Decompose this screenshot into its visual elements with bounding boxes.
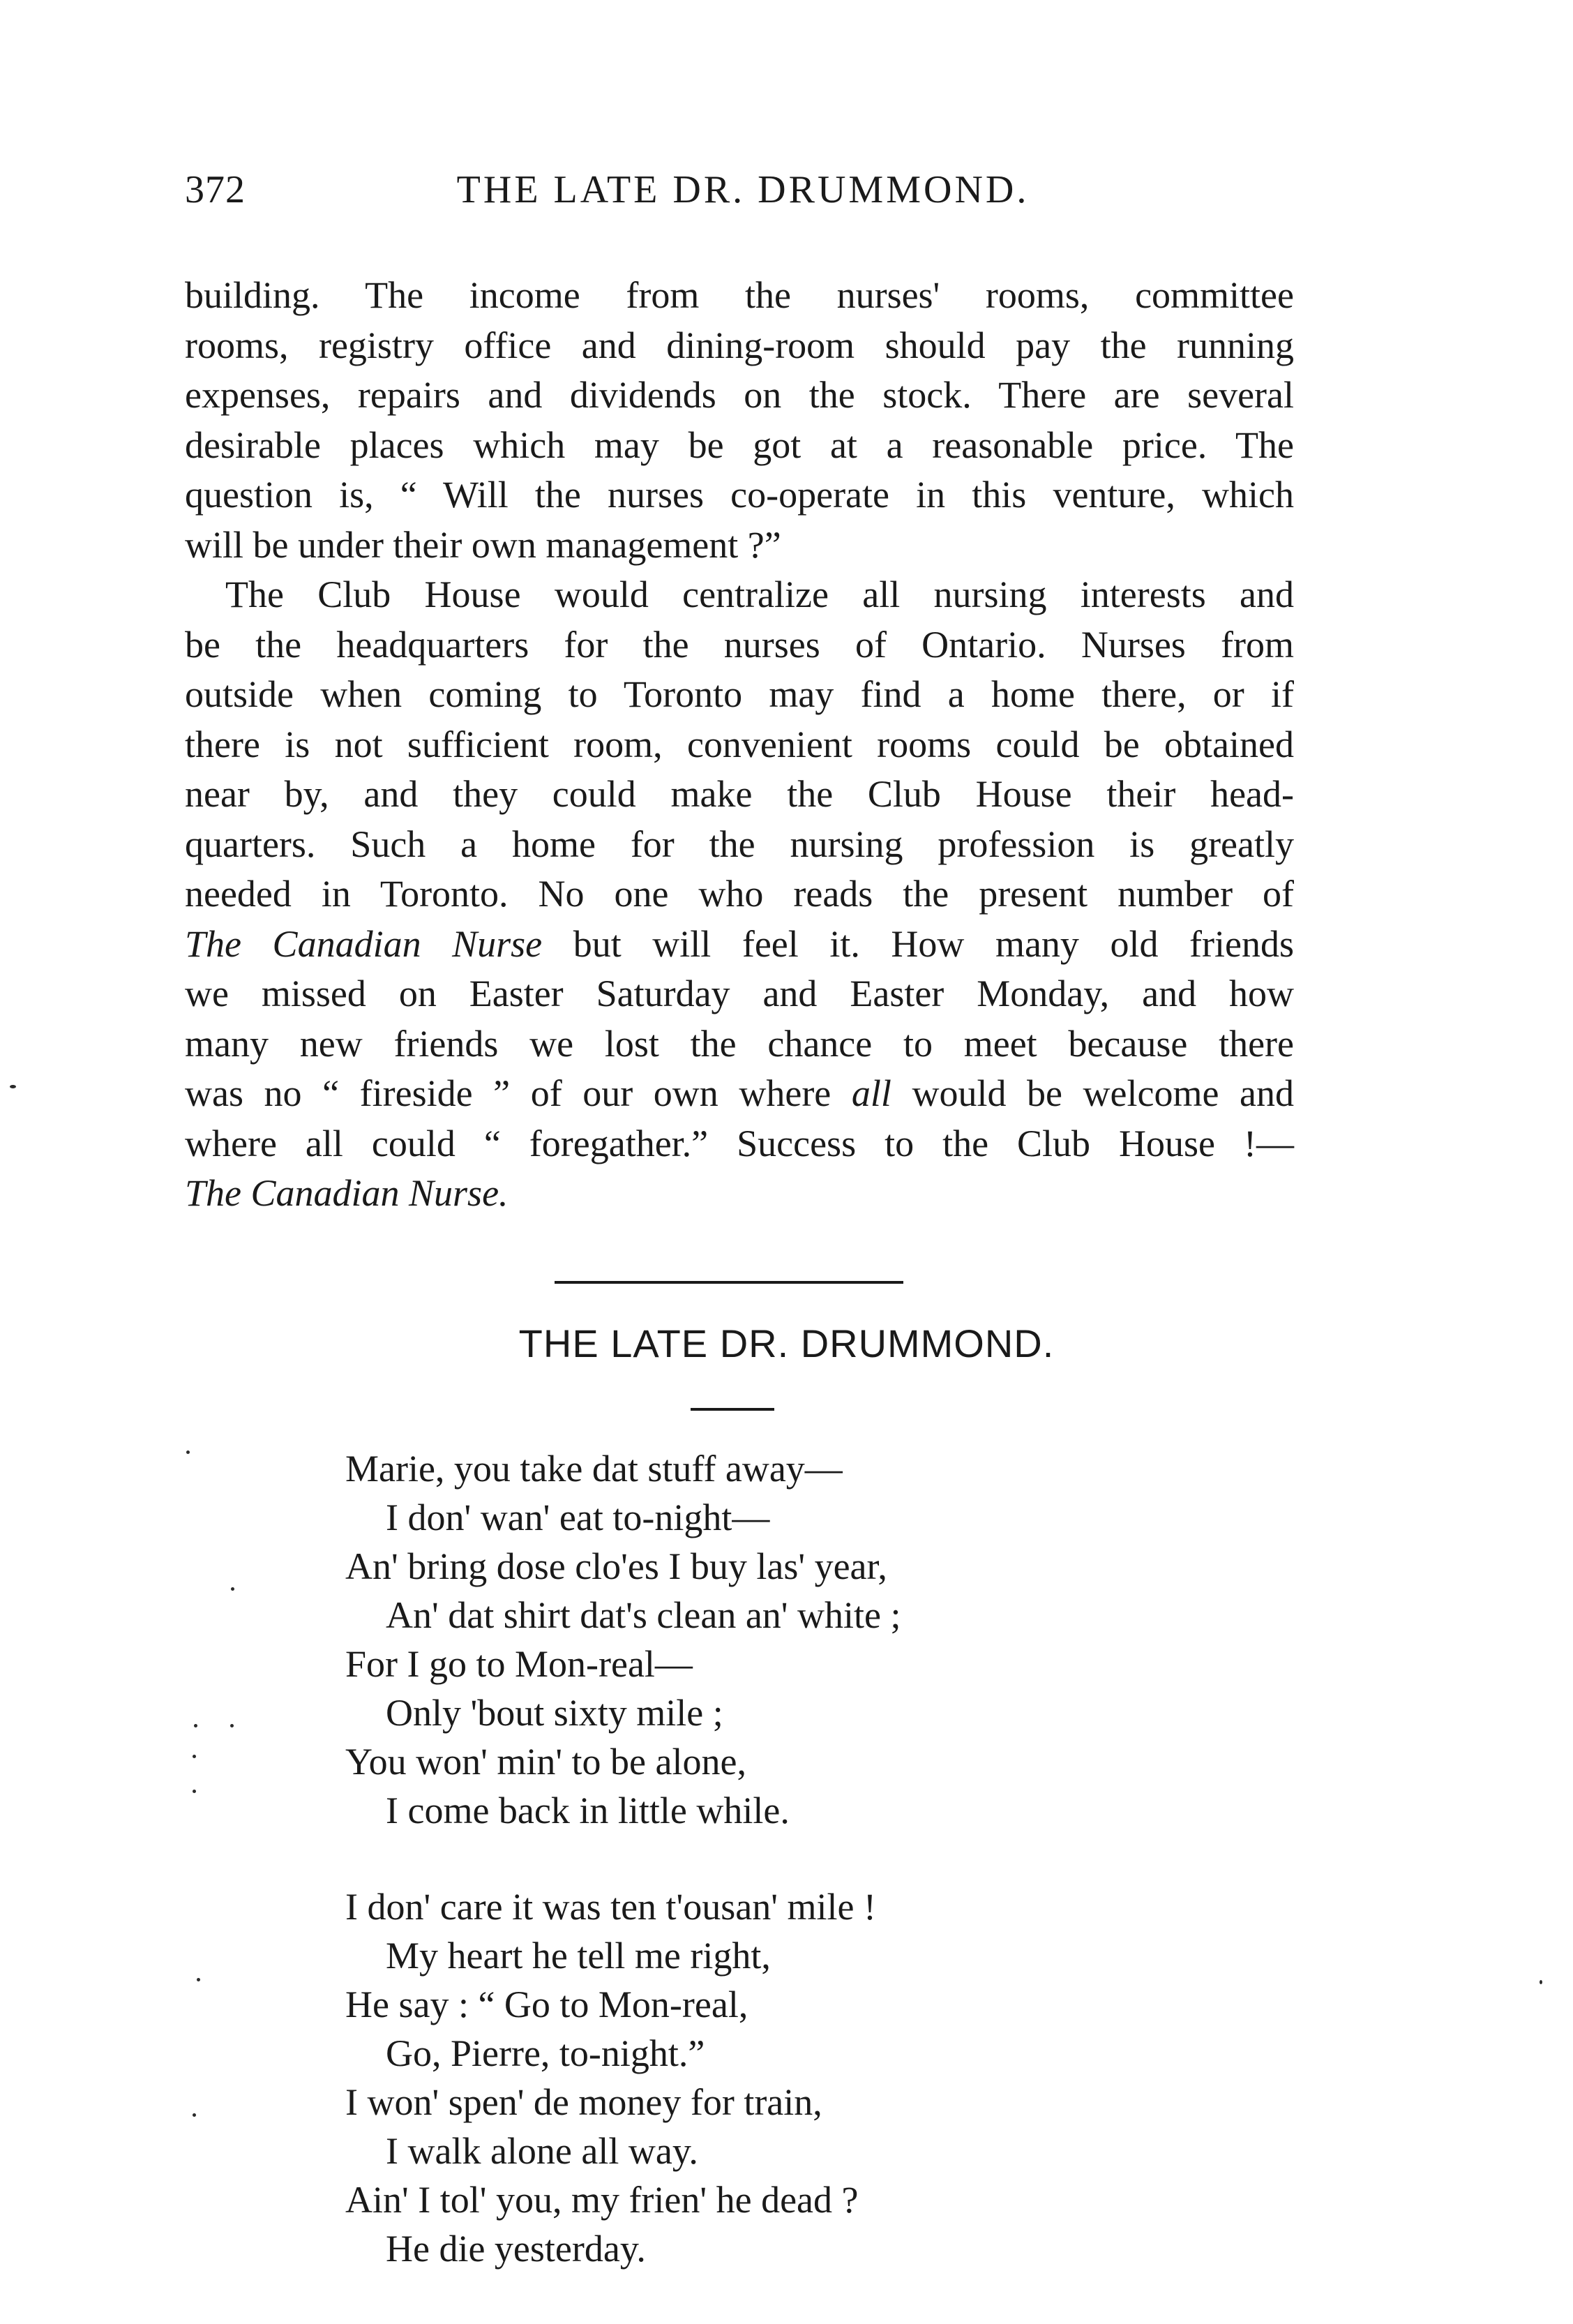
verse-line: My heart he tell me right, bbox=[386, 1935, 771, 1977]
verse-line: You won' min' to be alone, bbox=[345, 1741, 746, 1783]
text-line: The Club House would centralize all nursing interests and bbox=[225, 573, 1294, 615]
poem-title: THE LATE DR. DRUMMOND. bbox=[518, 1321, 1055, 1365]
text-line: needed in Toronto. No one who reads the present number of bbox=[185, 873, 1294, 915]
text-line: quarters. Such a home for the nursing profession is greatly bbox=[185, 823, 1294, 865]
text-line bbox=[185, 920, 1294, 970]
publication-title: The Canadian Nurse bbox=[185, 922, 543, 965]
text-line: near by, and they could make the Club House their head- bbox=[185, 773, 1294, 815]
title-rule bbox=[691, 1408, 774, 1411]
verse-line: Ain' I tol' you, my frien' he dead ? bbox=[345, 2179, 859, 2221]
page-header bbox=[185, 167, 1301, 230]
text-line: rooms, registry office and dining-room should pay the running bbox=[185, 324, 1294, 366]
scan-speck bbox=[186, 1450, 190, 1454]
scan-speck bbox=[1540, 1980, 1542, 1984]
scan-speck bbox=[194, 1724, 197, 1727]
verse-line: I don' wan' eat to-night— bbox=[386, 1497, 770, 1538]
text-line: outside when coming to Toronto may find a home there, or if bbox=[185, 673, 1294, 715]
text-line: desirable places which may be got at a reasonable price. The bbox=[185, 423, 1294, 466]
paragraph-1 bbox=[185, 271, 1294, 570]
text-line: many new friends we lost the chance to meet because there bbox=[185, 1022, 1294, 1065]
text-line: question is, “ Will the nurses co-operate in this venture, which bbox=[185, 474, 1294, 516]
stanza-2 bbox=[345, 1882, 1322, 2273]
text-line: where all could “ foregather.” Success to the Club House !— bbox=[185, 1122, 1294, 1164]
stanza-1 bbox=[345, 1444, 1322, 1835]
running-head: THE LATE DR. DRUMMOND. bbox=[456, 168, 1030, 211]
scan-speck bbox=[231, 1587, 234, 1591]
text-line bbox=[185, 1169, 1294, 1219]
scan-speck bbox=[193, 2113, 196, 2117]
text-line: will be under their own management ?” bbox=[185, 523, 781, 566]
scan-speck bbox=[230, 1724, 234, 1727]
text-line: building. The income from the nurses' rooms, committee bbox=[185, 274, 1294, 316]
verse-line: Go, Pierre, to-night.” bbox=[386, 2032, 705, 2074]
text-run: was no “ fireside ” of our own where bbox=[185, 1072, 852, 1114]
text-line: be the headquarters for the nurses of Ontario. Nurses from bbox=[185, 623, 1294, 666]
verse-line: For I go to Mon-real— bbox=[345, 1643, 693, 1685]
page-number: 372 bbox=[185, 168, 246, 211]
verse-line: I won' spen' de money for train, bbox=[345, 2081, 822, 2123]
text-line: we missed on Easter Saturday and Easter Monday, and how bbox=[185, 973, 1294, 1014]
verse-line: An' bring dose clo'es I buy las' year, bbox=[345, 1545, 887, 1587]
scan-speck bbox=[197, 1978, 200, 1981]
article-text bbox=[185, 271, 1294, 1219]
scan-speck bbox=[193, 1755, 196, 1758]
emphasis: all bbox=[851, 1072, 891, 1114]
paragraph-2 bbox=[185, 570, 1294, 1219]
verse-line: Only 'bout sixty mile ; bbox=[386, 1692, 723, 1734]
verse-line: He say : “ Go to Mon-real, bbox=[345, 1984, 748, 2025]
verse-line: He die yesterday. bbox=[386, 2228, 646, 2270]
text-line: there is not sufficient room, convenient rooms could be obtained bbox=[185, 723, 1294, 765]
section-divider bbox=[555, 1281, 903, 1284]
scan-speck bbox=[193, 1790, 196, 1793]
scan-speck bbox=[10, 1085, 16, 1088]
verse-line: I walk alone all way. bbox=[386, 2130, 698, 2172]
text-run: but will feel it. How many old friends bbox=[542, 922, 1294, 965]
publication-title: The Canadian Nurse. bbox=[185, 1172, 509, 1214]
verse-line: Marie, you take dat stuff away— bbox=[345, 1448, 843, 1490]
verse-line: An' dat shirt dat's clean an' white ; bbox=[386, 1594, 901, 1636]
verse-line: I don' care it was ten t'ousan' mile ! bbox=[345, 1886, 876, 1928]
verse-line: I come back in little while. bbox=[386, 1790, 790, 1831]
text-line: expenses, repairs and dividends on the stock. There are several bbox=[185, 374, 1294, 416]
poem bbox=[345, 1444, 1322, 2321]
text-run: would be welcome and bbox=[891, 1072, 1295, 1114]
text-line bbox=[185, 1069, 1294, 1119]
